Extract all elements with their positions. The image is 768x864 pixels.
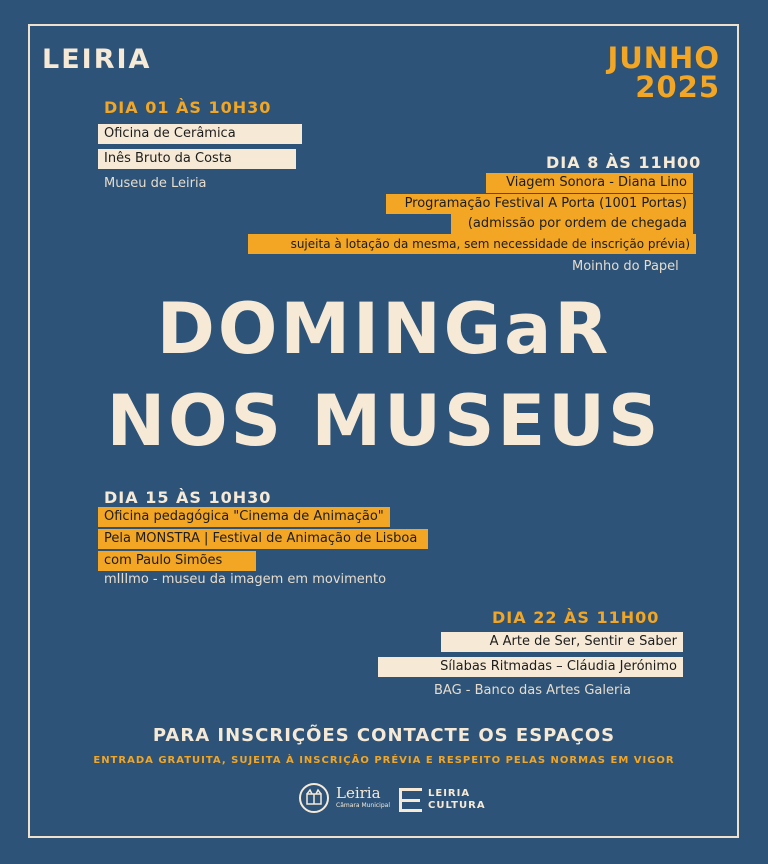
event2-day: DIA 8 ÀS 11H00 — [546, 153, 702, 172]
leiria-cultura-logo — [398, 786, 486, 814]
event1-day: DIA 01 ÀS 10H30 — [104, 98, 272, 117]
event3-venue: mIIImo - museu da imagem em movimento — [104, 572, 387, 587]
event3-line1: Oficina pedagógica "Cinema de Animação" — [98, 507, 390, 527]
event2-venue: Moinho do Papel — [572, 259, 679, 274]
month-year — [607, 41, 720, 104]
entry-note: ENTRADA GRATUITA, SUJEITA À INSCRIÇÃO PRÉVIA E RESPEITO PELAS NORMAS EM VIGOR — [93, 755, 675, 766]
month-label: JUNHO — [607, 41, 720, 75]
municipality-name: Leiria — [336, 784, 381, 802]
cultura-top: LEIRIA — [428, 788, 471, 799]
event4-day: DIA 22 ÀS 11H00 — [492, 608, 660, 627]
cultura-text — [428, 788, 486, 812]
event3-day: DIA 15 ÀS 10H30 — [104, 488, 272, 507]
event1-venue: Museu de Leiria — [104, 176, 207, 191]
municipality-logo — [298, 782, 390, 814]
year-label: 2025 — [635, 70, 720, 104]
event4-line1: A Arte de Ser, Sentir e Saber — [441, 632, 683, 652]
event2-line4: sujeita à lotação da mesma, sem necessidade de inscrição prévia) — [248, 234, 696, 254]
event1-line1: Oficina de Cerâmica — [98, 124, 302, 144]
municipality-subtitle: Câmara Municipal — [336, 802, 391, 809]
contact-heading: PARA INSCRIÇÕES CONTACTE OS ESPAÇOS — [152, 725, 616, 746]
main-title-line2: NOS MUSEUS — [106, 380, 662, 462]
cultura-mark-icon — [398, 786, 424, 814]
event2-line1: Viagem Sonora - Diana Lino — [486, 173, 693, 193]
municipality-text — [336, 786, 390, 810]
event2-line3: (admissão por ordem de chegada — [451, 214, 693, 234]
crest-icon — [298, 782, 330, 814]
event4-line2: Sílabas Ritmadas – Cláudia Jerónimo — [378, 657, 683, 677]
event2-line2: Programação Festival A Porta (1001 Portas) — [386, 194, 693, 214]
cultura-bottom: CULTURA — [428, 800, 486, 811]
event3-line2: Pela MONSTRA | Festival de Animação de Lisboa — [98, 529, 428, 549]
main-title-line1: DOMINGaR — [156, 288, 612, 370]
event4-venue: BAG - Banco das Artes Galeria — [434, 683, 631, 698]
event3-line3: com Paulo Simões — [98, 551, 256, 571]
city-title: LEIRIA — [42, 44, 152, 75]
event1-line2: Inês Bruto da Costa — [98, 149, 296, 169]
